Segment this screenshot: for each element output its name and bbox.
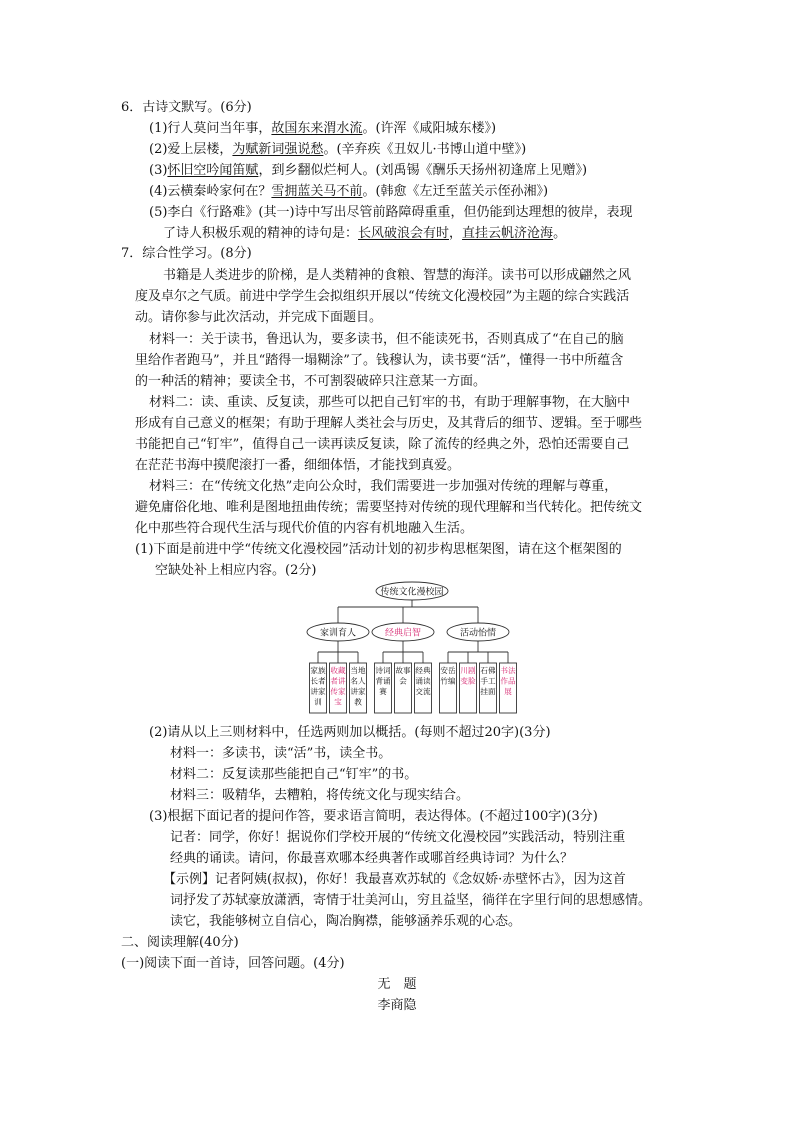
branch-node-label: 经典启智 <box>384 628 422 639</box>
leaf-label: 安岳竹编 <box>440 666 456 686</box>
q6-item-5-prefix: 了诗人积极乐观的精神的诗句是： <box>163 226 359 241</box>
q6-item-1-prefix: (1)行人莫问当年事， <box>149 121 272 136</box>
material-1-line: 材料一：关于读书，鲁迅认为，要多读书，但不能读死书，否则真成了“在自己的脑 <box>149 332 624 347</box>
example-line: 读它，我能够树立自信心，陶冶胸襟，能够涵养乐观的心态。 <box>170 914 522 929</box>
framework-diagram <box>256 580 568 720</box>
q6-item-4-suffix: 。(韩愈《左迁至蓝关示侄孙湘》) <box>362 184 549 199</box>
branch-node-label: 家训育人 <box>319 628 357 639</box>
q6-item-3-suffix: ，到乡翻似烂柯人。(刘禹锡《酬乐天扬州初逢席上见赠》) <box>258 163 588 178</box>
material-2-line: 书能把自己“钉牢”，值得自己一读再读反复读，除了流传的经典之外，恐怕还需要自己 <box>135 437 630 452</box>
leaf-label: 家族长者讲家训 <box>310 666 326 707</box>
q6-item-1 <box>149 120 496 138</box>
material-2-line: 在茫茫书海中摸爬滚打一番，细细体悟，才能找到真爱。 <box>135 458 461 473</box>
q6-item-1-suffix: 。(许浑《咸阳城东楼》) <box>362 121 497 136</box>
leaf-label: 诗词背诵赛 <box>375 666 391 696</box>
root-node-label: 传统文化漫校园 <box>380 587 444 598</box>
leaf-label: 经典诵读交流 <box>415 666 431 696</box>
q6-item-4-prefix: (4)云横秦岭家何在？ <box>149 184 272 199</box>
q6-item-2-answer: 为赋新词强说愁 <box>232 142 324 157</box>
q6-item-5-separator: ， <box>449 226 463 241</box>
q6-item-4-answer: 雪拥蓝关马不前 <box>271 184 363 199</box>
q6-item-5-answer-2: 直挂云帆济沧海 <box>462 226 554 241</box>
q7-intro-line: 度及卓尔之气质。前进中学学生会拟组织开展以“传统文化漫校园”为主题的综合实践活 <box>135 289 630 304</box>
branch-node-label: 活动怡情 <box>459 628 497 639</box>
leaf-label: 石佛手工挂面 <box>480 666 496 696</box>
section-2-title: 二、阅读理解(40分) <box>121 935 239 950</box>
q6-item-3 <box>149 162 587 180</box>
q6-item-3-prefix: (3) <box>149 163 168 178</box>
example-line: 【示例】记者阿姨(叔叔)，你好！我最喜欢苏轼的《念奴娇·赤壁怀古》，因为这首 <box>163 872 626 887</box>
leaf-label: 书法作品展 <box>500 666 516 696</box>
q6-item-5-line1: (5)李白《行路难》(其一)诗中写出尽管前路障碍重重，但仍能到达理想的彼岸，表现 <box>149 205 633 220</box>
material-3-line: 化中那些符合现代生活与现代价值的内容有机地融入生活。 <box>135 521 474 536</box>
reporter-line: 记者：同学，你好！据说你们学校开展的“传统文化漫校园”实践活动，特别注重 <box>170 830 626 845</box>
sub-2-answer: 材料一：多读书，读“活”书，读全书。 <box>170 746 392 761</box>
q7-intro-line: 书籍是人类进步的阶梯，是人类精神的食粮、智慧的海洋。读书可以形成翩然之风 <box>163 268 632 283</box>
sub-question-2: (2)请从以上三则材料中，任选两则加以概括。(每则不超过20字)(3分) <box>149 725 551 740</box>
q6-title: 6．古诗文默写。(6分) <box>121 100 252 115</box>
leaf-label: 收藏者讲传家宝 <box>330 666 346 707</box>
q6-item-2-suffix: 。(辛弃疾《丑奴儿·书博山道中壁》) <box>323 142 527 157</box>
q6-item-5-answer-1: 长风破浪会有时 <box>358 226 450 241</box>
leaf-label: 当地名人讲家教 <box>350 666 366 707</box>
sub-question-1-cont: 空缺处补上相应内容。(2分) <box>155 563 317 578</box>
material-3-line: 材料三：在“传统文化热”走向公众时，我们需要进一步加强对传统的理解与尊重， <box>149 479 618 494</box>
q6-item-5-line2 <box>163 225 566 243</box>
q6-item-4 <box>149 183 548 201</box>
q6-item-3-answer: 怀旧空吟闻笛赋 <box>167 163 259 178</box>
q6-item-5-end: 。 <box>553 226 567 241</box>
reporter-line: 经典的诵读。请问，你最喜欢哪本经典著作或哪首经典诗词？为什么？ <box>170 851 574 866</box>
sub-2-answer: 材料二：反复读那些能把自己“钉牢”的书。 <box>170 767 418 782</box>
poem-title: 无 题 <box>377 977 417 992</box>
q6-item-2 <box>149 141 526 159</box>
leaf-label: 川剧变脸 <box>460 666 476 686</box>
q6-item-2-prefix: (2)爱上层楼， <box>149 142 233 157</box>
q7-title: 7．综合性学习。(8分) <box>121 246 252 261</box>
q7-intro-line: 动。请你参与此次活动，并完成下面题目。 <box>135 310 383 325</box>
example-line: 词抒发了苏轼豪放潇洒，寄情于壮美河山，穷且益坚，徜徉在字里行间的思想感情。 <box>170 893 652 908</box>
section-2-part-1: (一)阅读下面一首诗，回答问题。(4分) <box>121 956 345 971</box>
material-2-line: 形成有自己意义的框架；有助于理解人类社会与历史，及其背后的细节、逻辑。至于哪些 <box>135 416 643 431</box>
leaf-label: 故事会 <box>395 666 411 686</box>
sub-2-answer: 材料三：吸精华，去糟粕，将传统文化与现实结合。 <box>170 788 470 803</box>
q6-item-1-answer: 故国东来渭水流 <box>271 121 363 136</box>
material-1-line: 里给作者跑马”，并且“踏得一塌糊涂”了。钱穆认为，读书要“活”，懂得一书中所蕴含 <box>135 353 624 368</box>
sub-question-3: (3)根据下面记者的提问作答，要求语言简明，表达得体。(不超过100字)(3分) <box>149 809 598 824</box>
material-3-line: 避免庸俗化地、唯利是图地扭曲传统；需要坚持对传统的现代理解和当代转化。把传统文 <box>135 500 643 515</box>
sub-question-1: (1)下面是前进中学“传统文化漫校园”活动计划的初步构思框架图，请在这个框架图的 <box>135 542 622 557</box>
material-2-line: 材料二：读、重读、反复读，那些可以把自己钉牢的书，有助于理解事物，在大脑中 <box>149 395 631 410</box>
material-1-line: 的一种活的精神；要读全书，不可割裂破碎只注意某一方面。 <box>135 374 487 389</box>
poem-author: 李商隐 <box>377 998 417 1013</box>
